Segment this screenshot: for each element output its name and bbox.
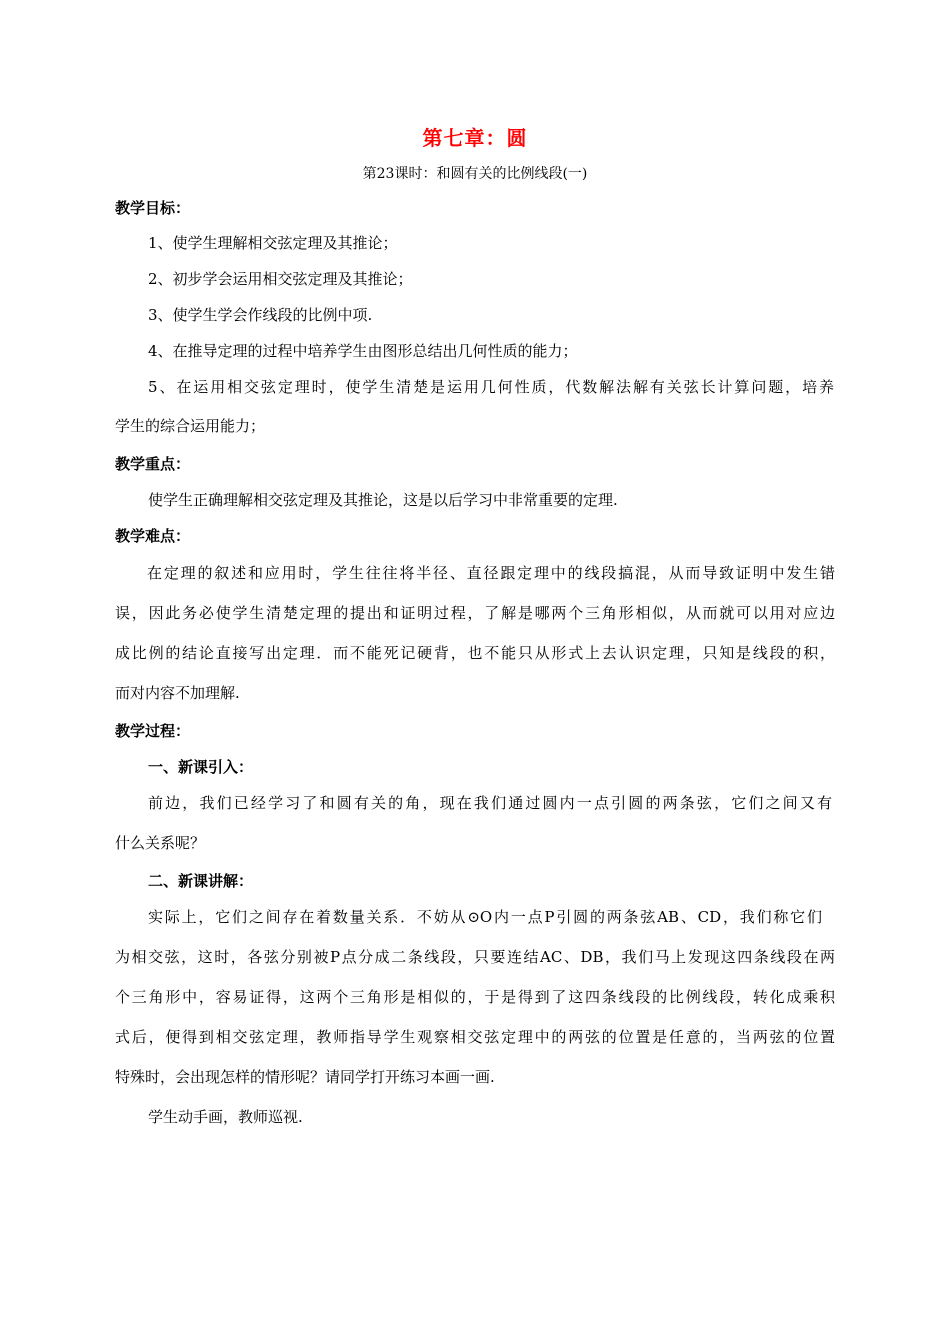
section1-heading: 一、新课引入： xyxy=(148,758,254,776)
section1-line-2: 什么关系呢？ xyxy=(115,834,206,852)
section2-heading: 二、新课讲解： xyxy=(148,872,254,890)
difficulty-line-2: 误，因此务必使学生清楚定理的提出和证明过程，了解是哪两个三角形相似，从而就可以用对应边 xyxy=(115,604,835,622)
difficulty-line-3: 成比例的结论直接写出定理．而不能死记硬背，也不能只从形式上去认识定理，只知是线段的积， xyxy=(115,644,835,662)
process-heading: 教学过程： xyxy=(115,722,191,740)
objective-item-2: 2、初步学会运用相交弦定理及其推论； xyxy=(148,270,413,288)
objective-item-5: 5、在运用相交弦定理时，使学生清楚是运用几何性质，代数解法解有关弦长计算问题，培养 xyxy=(148,378,834,396)
objective-item-1: 1、使学生理解相交弦定理及其推论； xyxy=(148,234,398,252)
lesson-subtitle: 第23课时：和圆有关的比例线段(一) xyxy=(362,166,588,182)
section2-line-5: 特殊时，会出现怎样的情形呢？请同学打开练习本画一画. xyxy=(115,1068,495,1086)
objective-item-3: 3、使学生学会作线段的比例中项. xyxy=(148,306,373,324)
difficulty-heading: 教学难点： xyxy=(115,527,191,545)
objective-item-4: 4、在推导定理的过程中培养学生由图形总结出几何性质的能力； xyxy=(148,342,578,360)
keypoint-text: 使学生正确理解相交弦定理及其推论，这是以后学习中非常重要的定理. xyxy=(148,491,618,509)
section2-line-3: 个三角形中，容易证得，这两个三角形是相似的，于是得到了这四条线段的比例线段，转化成乘积 xyxy=(115,988,835,1006)
objective-item-5-cont: 学生的综合运用能力； xyxy=(115,417,266,435)
objectives-heading: 教学目标： xyxy=(115,199,191,217)
keypoint-heading: 教学重点： xyxy=(115,455,191,473)
section2-line-1: 实际上，它们之间存在着数量关系．不妨从⊙O内一点P引圆的两条弦AB、CD，我们称它们 xyxy=(148,908,822,926)
section2-line-4: 式后，便得到相交弦定理，教师指导学生观察相交弦定理中的两弦的位置是任意的，当两弦的位置 xyxy=(115,1028,835,1046)
section2-closing: 学生动手画，教师巡视. xyxy=(148,1108,303,1126)
chapter-title: 第七章：圆 xyxy=(422,126,528,150)
difficulty-line-1: 在定理的叙述和应用时，学生往往将半径、直径跟定理中的线段搞混，从而导致证明中发生错 xyxy=(147,564,835,582)
difficulty-line-4: 而对内容不加理解. xyxy=(115,684,240,702)
section1-line-1: 前边，我们已经学习了和圆有关的角，现在我们通过圆内一点引圆的两条弦，它们之间又有 xyxy=(148,794,832,812)
section2-line-2: 为相交弦，这时，各弦分别被P点分成二条线段，只要连结AC、DB，我们马上发现这四条线段在两 xyxy=(115,948,835,966)
